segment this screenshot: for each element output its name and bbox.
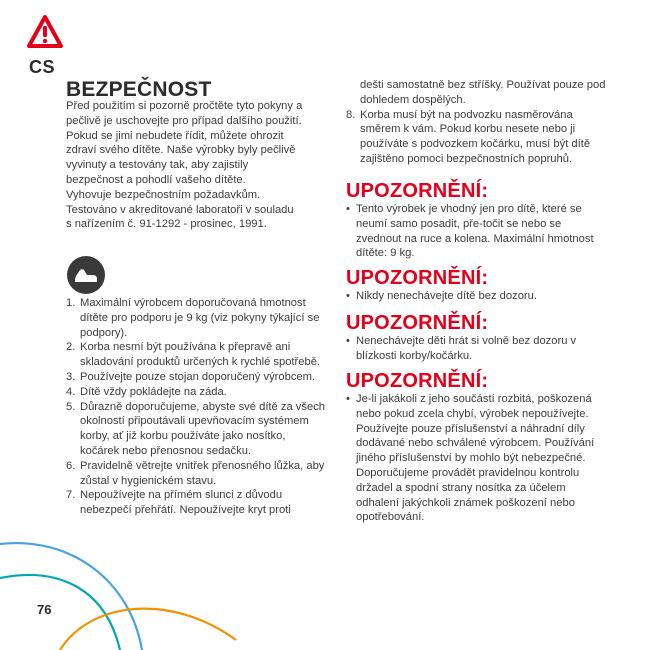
warning-block bbox=[346, 180, 608, 261]
warning-text-content: Nikdy nenechávejte dítě bez dozoru. bbox=[356, 290, 537, 302]
list-item bbox=[66, 459, 326, 489]
item-number: 7. bbox=[66, 489, 76, 502]
warning-text bbox=[346, 334, 608, 364]
item-number: 8. bbox=[346, 108, 356, 121]
item-number: 5. bbox=[66, 400, 76, 413]
bullet: • bbox=[346, 290, 350, 302]
warning-text-content: Tento výrobek je vhodný jen pro dítě, které se neumí samo posadit, pře-točit se nebo se zvednout na ruce a kolena. Maximální hmotnost dítěte: 9 kg. bbox=[356, 203, 594, 260]
warning-text bbox=[346, 202, 608, 261]
item-text: Nepoužívejte na přímém slunci z důvodu nebezpečí přehřátí. Nepoužívejte kryt proti bbox=[80, 489, 291, 517]
list-item bbox=[346, 78, 606, 108]
warning-block bbox=[346, 370, 608, 525]
item-text: Maximální výrobcem doporučovaná hmotnost dítěte pro podporu je 9 kg (viz pokyny týkající se podpory). bbox=[80, 297, 320, 339]
warning-triangle-icon bbox=[26, 14, 64, 50]
list-item bbox=[66, 385, 326, 400]
list-item bbox=[66, 370, 326, 385]
warning-text-content: Nenechávejte děti hrát si volně bez dozoru v blízkosti korby/kočárku. bbox=[356, 335, 577, 362]
bullet: • bbox=[346, 203, 350, 215]
list-item bbox=[66, 400, 326, 459]
intro-paragraph bbox=[66, 99, 328, 232]
warning-text bbox=[346, 289, 608, 304]
item-number: 2. bbox=[66, 341, 76, 354]
intro-line: Pokud se jimi nebudete řídit, můžete ohrozit bbox=[66, 129, 284, 142]
item-text: Pravidelně větrejte vnitřek přenosného lůžka, aby zůstal v hygienickém stavu. bbox=[80, 459, 325, 487]
warning-text-content: Je-li jakákoli z jeho součástí rozbitá, poškozená nebo pokud zcela chybí, výrobek nepoužívejte. Používejte pouze příslušenství a náhradní díly dodávané nebo schválené výrobcem. Používání jiného příslušenství by mohlo být nebezpečné. Doporučujeme provádět pravidelnou kontrolu držadel a spodní strany nosítka za účelem odhalení jakýchkoli známek poškození nebo opotřebování. bbox=[356, 393, 595, 524]
intro-line: s nařízením č. 91-1292 - prosinec, 1991. bbox=[66, 218, 267, 231]
decorative-curves bbox=[0, 530, 240, 650]
list-item bbox=[66, 340, 326, 370]
carrycot-icon bbox=[66, 255, 106, 295]
warning-title: UPOZORNĚNÍ: bbox=[346, 267, 489, 289]
warning-title: UPOZORNĚNÍ: bbox=[346, 312, 489, 334]
item-text: Používejte pouze stojan doporučený výrobcem. bbox=[80, 370, 316, 383]
language-code: CS bbox=[29, 57, 56, 77]
item-text: dešti samostatně bez stříšky. Používat pouze pod dohledem dospělých. bbox=[360, 79, 606, 106]
item-text: Důrazně doporučujeme, abyste své dítě za všech okolností připoutávali upevňovacím systémem korby, ať již korbu používáte jako nosítko, kočárek nebo přenosnou sedačku. bbox=[80, 400, 326, 457]
item-number: 6. bbox=[66, 459, 76, 472]
instructions-list-left bbox=[66, 296, 326, 518]
warning-title: UPOZORNĚNÍ: bbox=[346, 180, 489, 202]
intro-line: Vyhovuje bezpečnostním požadavkům. bbox=[66, 188, 261, 201]
item-number: 4. bbox=[66, 385, 76, 398]
intro-line: zdraví svého dítěte. Naše výrobky byly pečlivě bbox=[66, 144, 296, 157]
item-number: 1. bbox=[66, 297, 76, 309]
page-title: BEZPEČNOST bbox=[66, 78, 212, 101]
item-text: Dítě vždy pokládejte na záda. bbox=[80, 385, 227, 398]
intro-line: Testováno v akreditované laboratoři v souladu bbox=[66, 203, 294, 216]
item-number: 3. bbox=[66, 370, 76, 383]
page-number: 76 bbox=[37, 602, 52, 617]
intro-line: bezpečnost a pohodlí vašeho dítěte. bbox=[66, 173, 246, 186]
bullet: • bbox=[346, 393, 350, 405]
warning-block bbox=[346, 267, 608, 304]
warning-title: UPOZORNĚNÍ: bbox=[346, 370, 489, 392]
item-text: Korba nesmí být používána k přepravě ani skladování produktů určených k rychlé spotřebě. bbox=[80, 341, 321, 369]
bullet: • bbox=[346, 335, 350, 347]
list-item bbox=[66, 488, 326, 518]
warning-text bbox=[346, 392, 608, 525]
warning-block bbox=[346, 312, 608, 364]
list-item bbox=[66, 296, 326, 340]
intro-line: vyvinuty a testovány tak, aby zajistily bbox=[66, 159, 249, 172]
intro-line: Před použitím si pozorně pročtěte tyto pokyny a bbox=[66, 100, 303, 112]
item-text: Korba musí být na podvozku nasměrována směrem k vám. Pokud korbu nesete nebo ji používáte s podvozkem kočárku, musí být dítě zajištěno pomoci bezpečnostních popruhů. bbox=[360, 108, 591, 165]
intro-line: pečlivě je uschovejte pro případ dalšího použití. bbox=[66, 114, 302, 127]
list-item bbox=[346, 108, 606, 167]
instructions-list-right bbox=[346, 78, 606, 167]
